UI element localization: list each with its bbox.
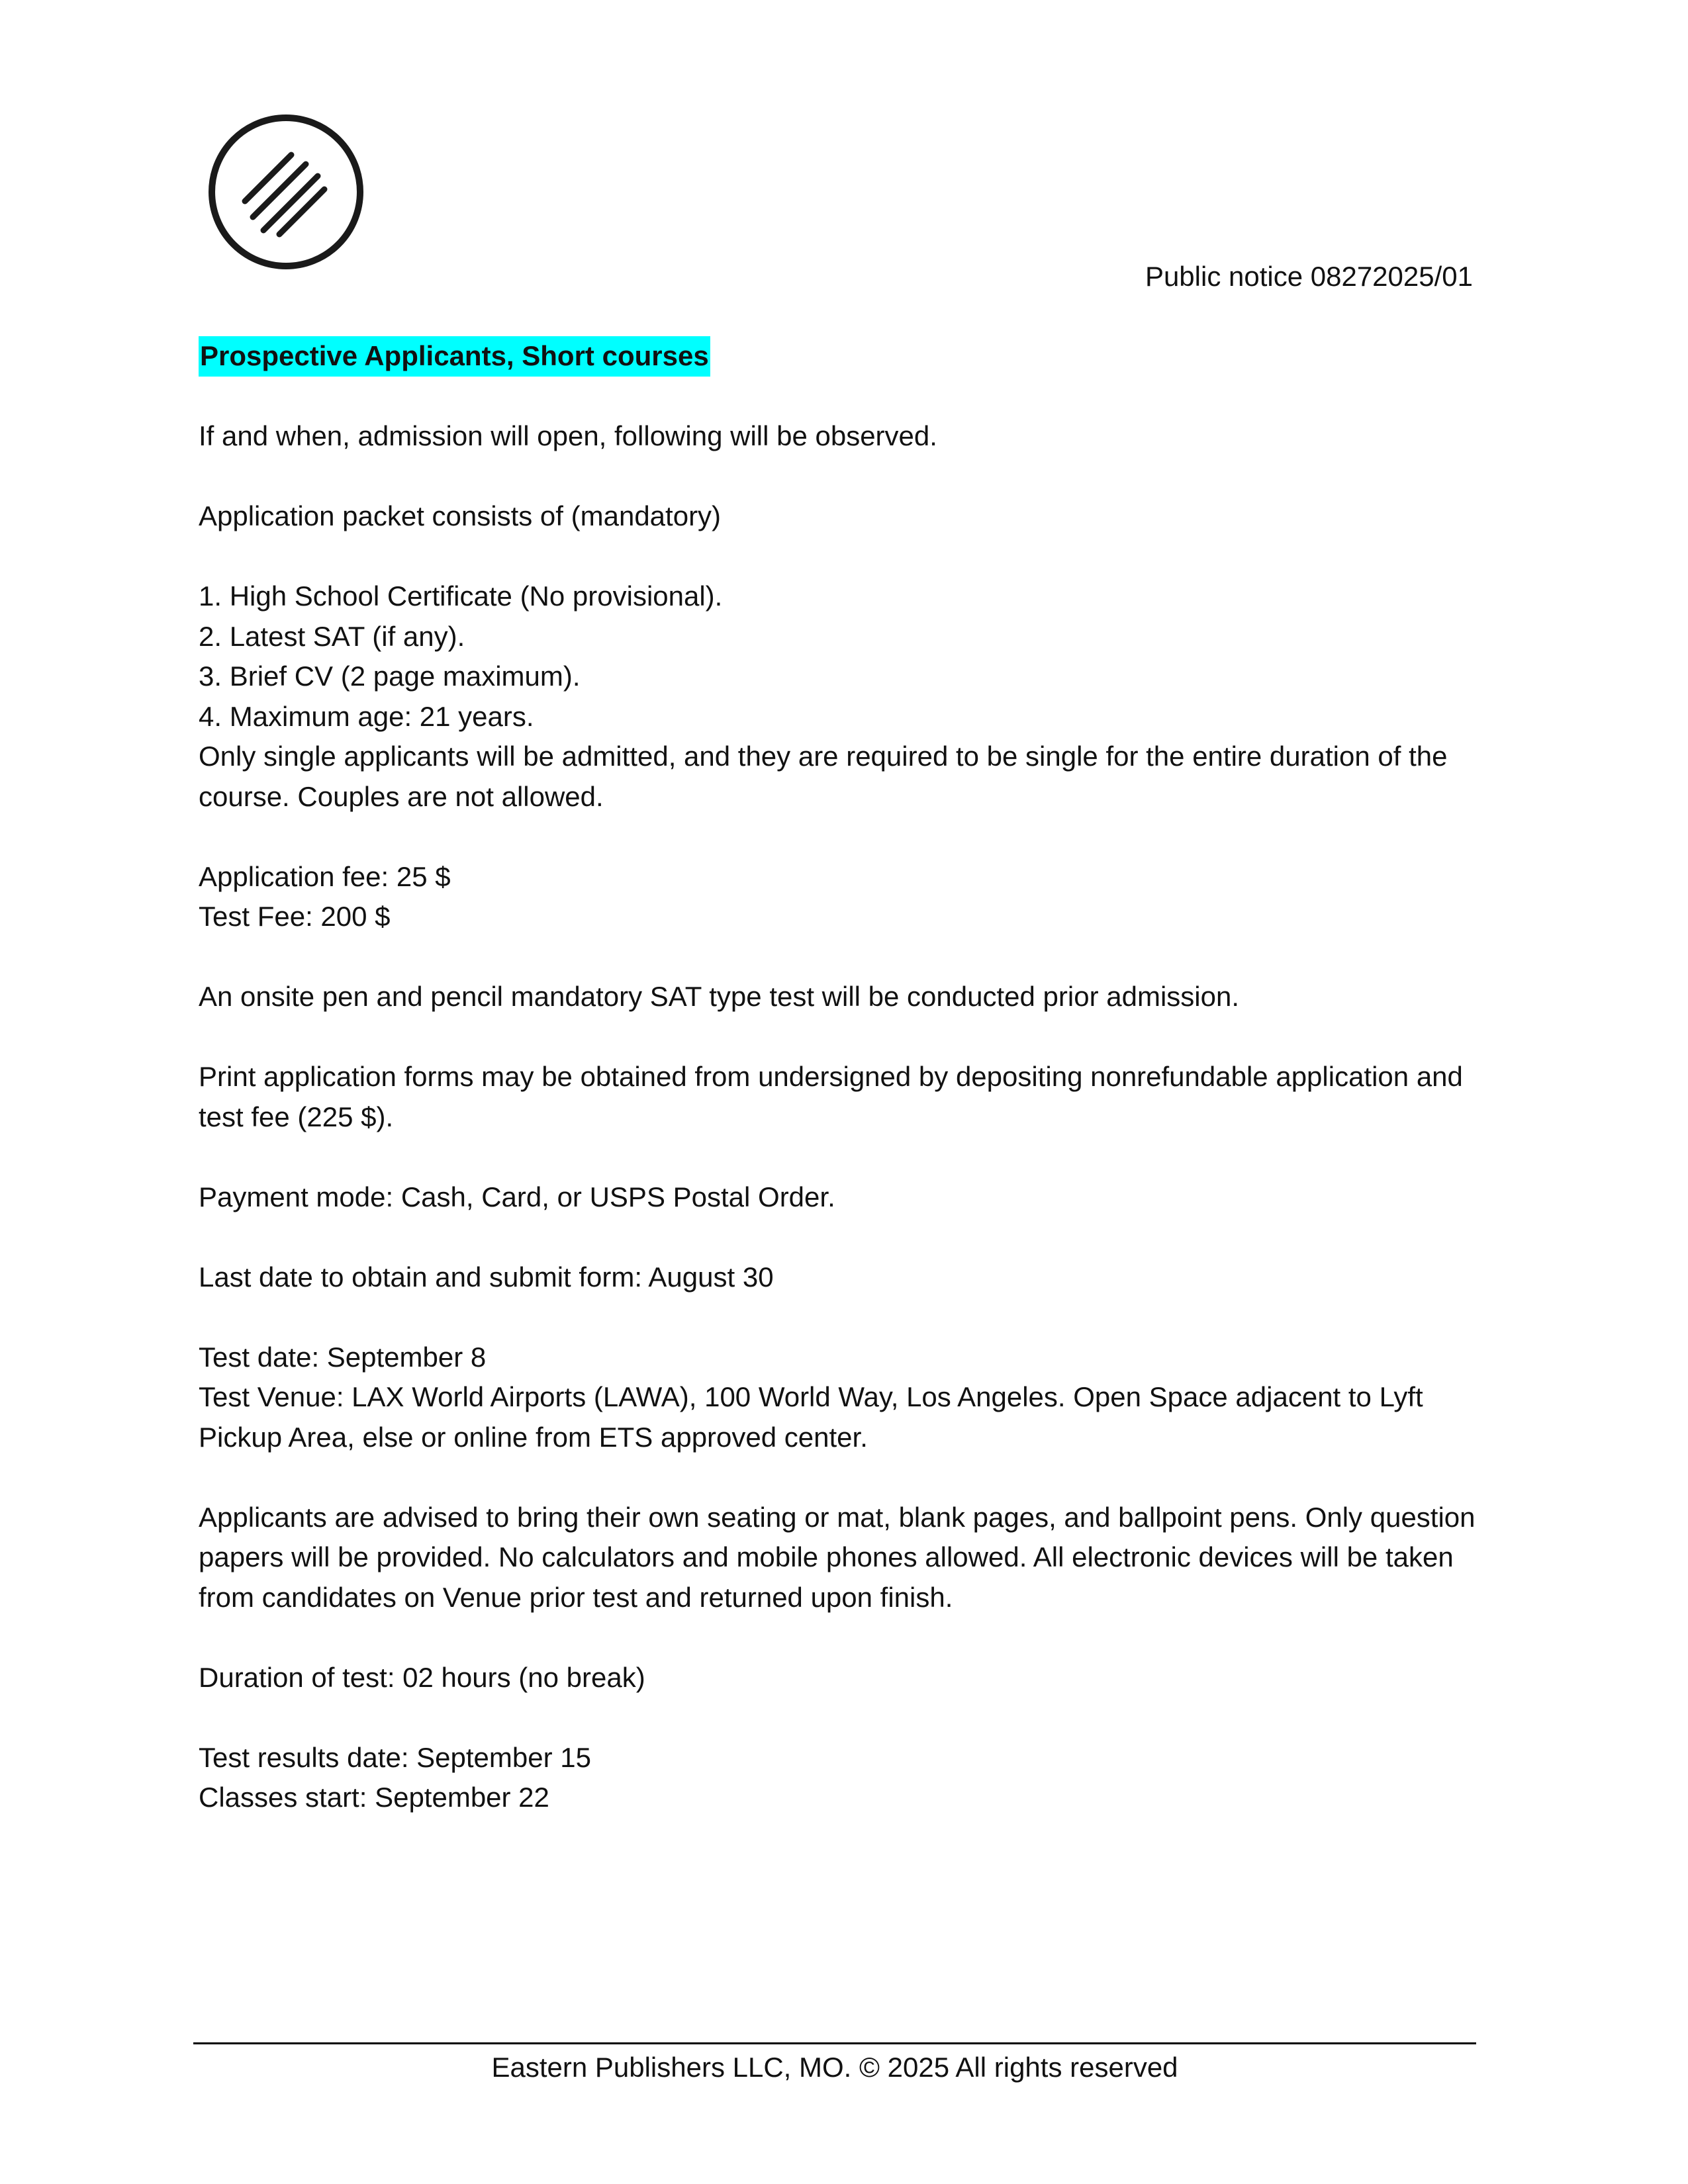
- last-date: Last date to obtain and submit form: August 30: [199, 1261, 774, 1293]
- logo-icon: [207, 113, 365, 271]
- notice-heading: Prospective Applicants, Short courses: [199, 336, 710, 377]
- requirement-item: 2. Latest SAT (if any).: [199, 620, 465, 652]
- requirement-item: 1. High School Certificate (No provisional).: [199, 580, 723, 612]
- classes-start: Classes start: September 22: [199, 1782, 549, 1813]
- footer-copyright: Eastern Publishers LLC, MO. © 2025 All rights reserved: [491, 2052, 1178, 2083]
- application-fee: Application fee: 25 $: [199, 860, 451, 892]
- test-fee: Test Fee: 200 $: [199, 901, 391, 932]
- packet-title: Application packet consists of (mandatory): [199, 500, 722, 531]
- advice-paragraph: Applicants are advised to bring their own seating or mat, blank pages, and ballpoint pens. Only question papers will be provided. No calculators and mobile phones allowed. All electronic devices will be taken from candidates on Venue prior test and returned upon finish.: [199, 1501, 1476, 1613]
- test-duration: Duration of test: 02 hours (no break): [199, 1661, 645, 1693]
- notice-id: Public notice 08272025/01: [1145, 261, 1473, 292]
- footer-divider: [193, 2042, 1476, 2044]
- notice-body: [199, 336, 1476, 1818]
- payment-mode: Payment mode: Cash, Card, or USPS Postal Order.: [199, 1181, 835, 1212]
- test-venue: Test Venue: LAX World Airports (LAWA), 100 World Way, Los Angeles. Open Space adjacent to Lyft Pickup Area, else or online from ETS approved center.: [199, 1381, 1423, 1453]
- forms-info-paragraph: Print application forms may be obtained from undersigned by depositing nonrefundable application and test fee (225 $).: [199, 1061, 1463, 1132]
- intro-paragraph: If and when, admission will open, following will be observed.: [199, 420, 937, 451]
- test-date: Test date: September 8: [199, 1341, 487, 1373]
- requirement-item: 3. Brief CV (2 page maximum).: [199, 660, 581, 692]
- results-date: Test results date: September 15: [199, 1741, 591, 1773]
- single-rule-paragraph: Only single applicants will be admitted, and they are required to be single for the entire duration of the course. Couples are not allowed.: [199, 741, 1448, 812]
- test-info-paragraph: An onsite pen and pencil mandatory SAT type test will be conducted prior admission.: [199, 981, 1239, 1012]
- requirement-item: 4. Maximum age: 21 years.: [199, 700, 534, 732]
